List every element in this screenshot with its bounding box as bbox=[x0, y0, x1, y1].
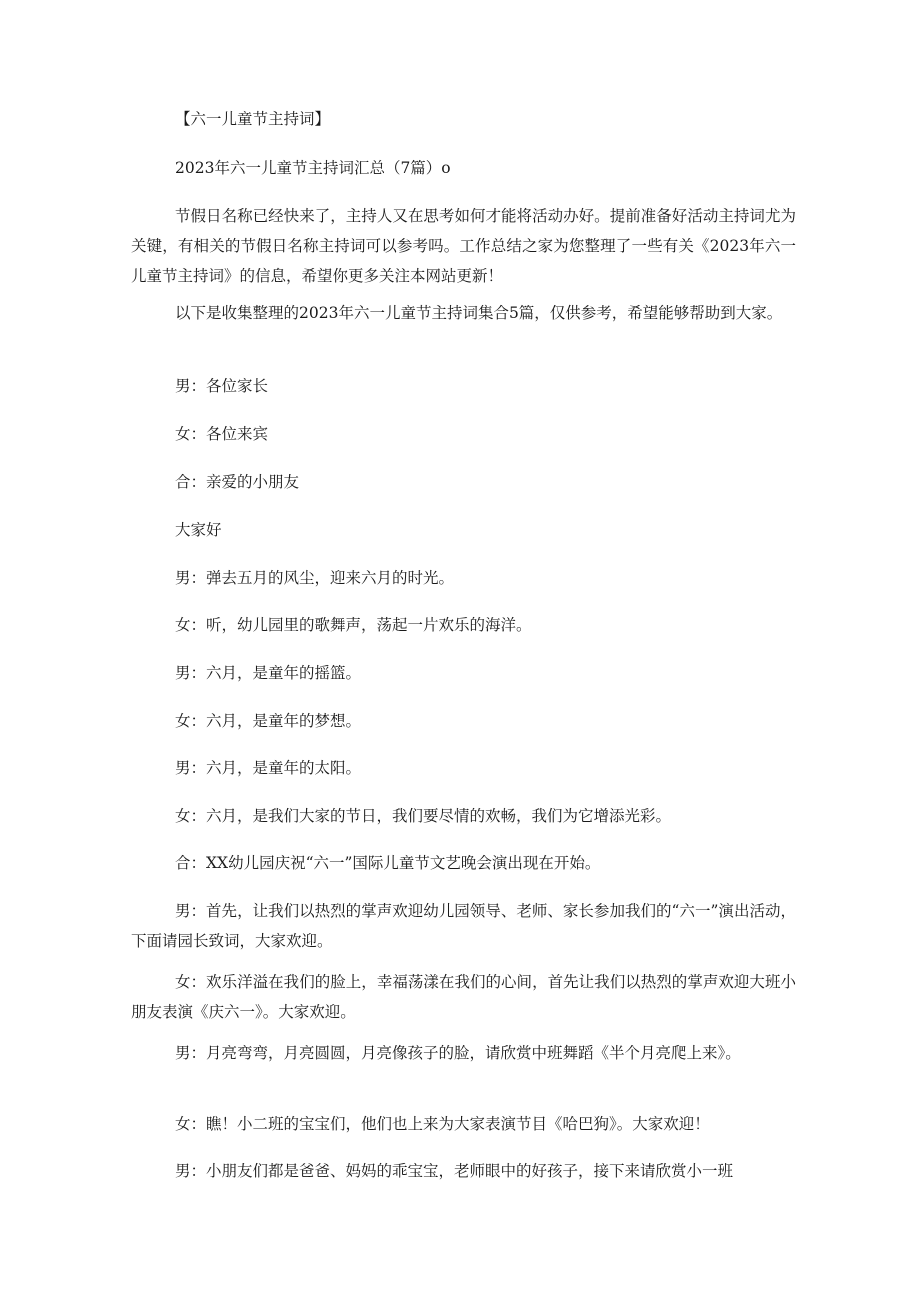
document-subtitle: 2023年六一儿童节主持词汇总（7篇）o bbox=[175, 159, 451, 177]
script-line: 男：弹去五月的风尘，迎来六月的时光。 bbox=[175, 569, 455, 587]
document-heading: 【六一儿童节主持词】 bbox=[175, 110, 331, 128]
script-line: 男：小朋友们都是爸爸、妈妈的乖宝宝，老师眼中的好孩子，接下来请欣赏小一班 bbox=[175, 1162, 734, 1180]
script-line: 女：欢乐洋溢在我们的脸上，幸福荡漾在我们的心间，首先让我们以热烈的掌声欢迎大班小朋友表演《庆六一》。大家欢迎。 bbox=[131, 973, 796, 1021]
script-line: 女：听，幼儿园里的歌舞声，荡起一片欢乐的海洋。 bbox=[175, 616, 532, 634]
script-line: 男：首先，让我们以热烈的掌声欢迎幼儿园领导、老师、家长参加我们的“六一”演出活动，下面请园长致词，大家欢迎。 bbox=[131, 902, 796, 950]
script-line: 大家好 bbox=[175, 521, 222, 539]
script-line: 女：六月，是童年的梦想。 bbox=[175, 712, 362, 730]
script-line: 男：月亮弯弯，月亮圆圆，月亮像孩子的脸，请欣赏中班舞蹈《半个月亮爬上来》。 bbox=[175, 1044, 741, 1062]
collection-paragraph: 以下是收集整理的2023年六一儿童节主持词集合5篇，仅供参考，希望能够帮助到大家。 bbox=[175, 304, 783, 322]
script-line: 女：各位来宾 bbox=[175, 425, 269, 443]
script-line: 女：瞧！小二班的宝宝们，他们也上来为大家表演节目《哈巴狗》。大家欢迎！ bbox=[175, 1115, 710, 1133]
script-line: 合：XX幼儿园庆祝“六一”国际儿童节文艺晚会演出现在开始。 bbox=[175, 854, 601, 872]
script-line: 男：六月，是童年的摇篮。 bbox=[175, 664, 362, 682]
script-line: 男：各位家长 bbox=[175, 377, 269, 395]
script-line: 男：六月，是童年的太阳。 bbox=[175, 759, 362, 777]
script-line: 女：六月，是我们大家的节日，我们要尽情的欢畅，我们为它增添光彩。 bbox=[175, 807, 672, 825]
intro-paragraph: 节假日名称已经快来了，主持人又在思考如何才能将活动办好。提前准备好活动主持词尤为关键，有相关的节假日名称主持词可以参考吗。工作总结之家为您整理了一些有关《2023年六一儿童节主持词》的信息，希望你更多关注本网站更新！ bbox=[131, 207, 796, 285]
script-line: 合：亲爱的小朋友 bbox=[175, 473, 300, 491]
